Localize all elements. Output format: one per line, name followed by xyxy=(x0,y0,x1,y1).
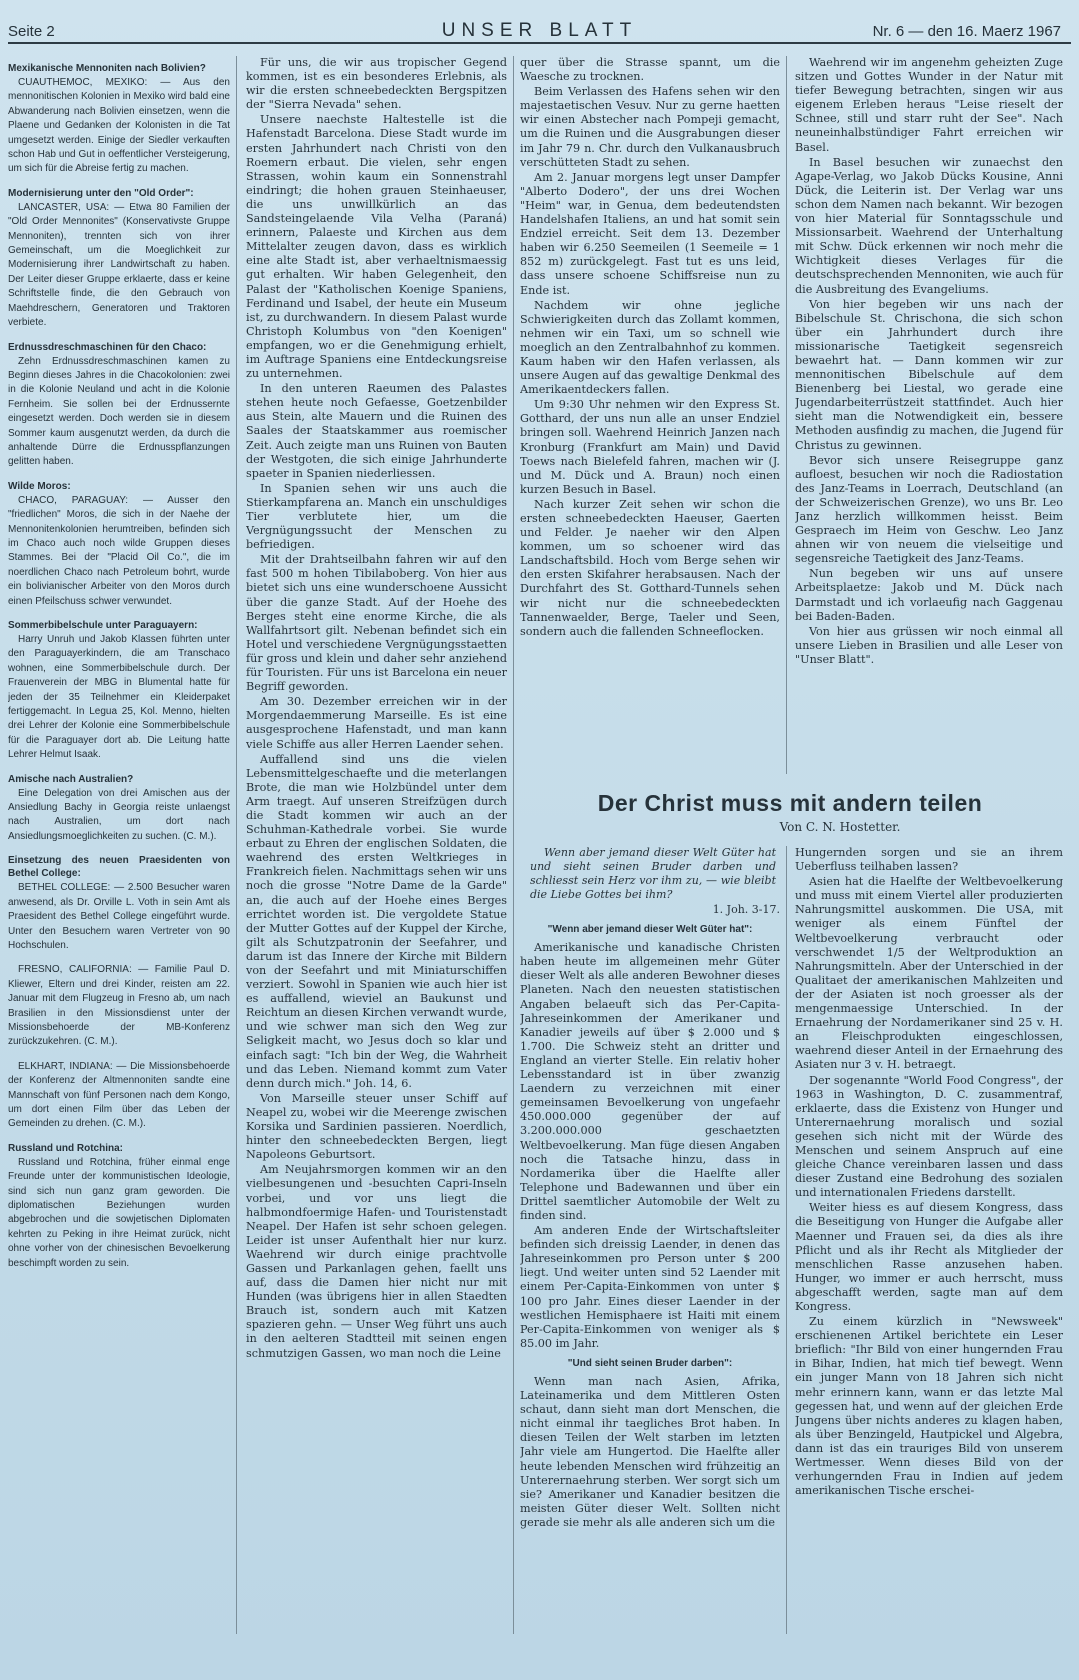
paragraph: Weiter hiess es auf diesem Kongress, dass die Beseitigung von Hunger die Aufgabe aller Maenner und Frauen sei, da dies als ihre Pflicht und als ihr Recht als Mitglieder der menschlichen Rasse anzusehen haben. Hunger, wo immer er auch herrscht, muss abgeschafft werden, sagte man auf dem Kongress. xyxy=(795,1201,1063,1313)
news-text: LANCASTER, USA: — Etwa 80 Familien der "Old Order Mennonites" (Konservativste Gruppe Mennoniten), trennten sich von ihrer Gemeinschaft, um die Moeglichkeit zur Modernisierung ihrer Landwirtschaft zu haben. Der Leiter dieser Gruppe erklaerte, dass er keine Schriftstelle finde, die den Gebrauch von Maehdreschern, Generatoren und Traktoren verbiete. xyxy=(8,201,230,329)
paragraph: Um 9:30 Uhr nehmen wir den Express St. Gotthard, der uns nun alle an unser Endziel bringen soll. Waehrend Heinrich Janzen nach Kronburg (Frankfurt am Main) und David Toews nach Bielefeld fahren, machen wir (J. und M. Dück und A. Braun) noch einen kurzen Besuch in Basel. xyxy=(520,398,780,496)
paragraph: Beim Verlassen des Hafens sehen wir den majestaetischen Vesuv. Nur zu gerne haetten wir einen Abstecher nach Pompeji gemacht, um die Ruinen und die Ausgrabungen dieser im Jahr 79 n. Chr. durch den Vulkanausbruch verschütteten Stadt zu sehen. xyxy=(520,85,780,169)
news-item xyxy=(8,480,230,609)
news-text: FRESNO, CALIFORNIA: — Familie Paul D. Kliewer, Eltern und drei Kinder, reisten am 22. Januar mit dem Flugzeug in Fresno ab, um nach Brasilien in den Missionsdienst unter der Missionsbehoerde der MB-Konferenz zurückzukehren. (C. M.). xyxy=(8,964,230,1048)
news-text: Russland und Rotchina, früher einmal enge Freunde unter der kommunistischen Ideologie, sind sich nun ganz gram geworden. Die diplomatischen Beziehungen wurden abgebrochen und die sowjetischen Diplomaten kehrten zu Peking in ihre Heimat zurück, nicht ohne vorher von der chinesischen Bevoelkerung beschimpft worden zu sein. xyxy=(8,1156,230,1269)
article-subheading: "Und sieht seinen Bruder darben": xyxy=(567,1357,733,1369)
news-text: Eine Delegation von drei Amischen aus der Ansiedlung Bachy in Georgia reiste unlaengst nach Australien, um dort nach Ansiedlungsmoeglichkeiten zu suchen. (C. M.). xyxy=(8,787,230,842)
news-item xyxy=(8,854,230,953)
news-item xyxy=(8,341,230,470)
news-heading: Amische nach Australien? xyxy=(8,773,134,785)
news-heading: Mexikanische Mennoniten nach Bolivien? xyxy=(8,63,206,74)
news-item xyxy=(8,1142,230,1271)
paragraph: Der sogenannte "World Food Congress", der 1963 in Washington, D. C. zusammentraf, erklaerte, dass die Existenz von Hunger und Unterernaehrung moralisch und sozial gesehen sich nicht mit der Würde des Menschen und seinem Anspruch auf eine gleiche Chance vereinbaren lassen und dass dieser Zustand eine Bedrohung des sozialen und internationalen Friedens darstellt. xyxy=(795,1073,1063,1200)
page-number: Seite 2 xyxy=(8,23,55,40)
paragraph: Zu einem kürzlich in "Newsweek" erschienenen Artikel berichtete ein Leser brieflich: "Ihr Bild von einer hungernden Frau in Bihar, Indien, hat mich tief bewegt. Wenn ein junger Mann von 18 Jahren sich nicht mehr erinnern kann, wann er das letzte Mal gegessen hat, und wenn auf der gleichen Erde Jungens über nichts anderes zu klagen haben, als über Benzingeld, Hautpickel und Algebra, dann ist das ein trauriges Bild von unserem Wertmesser. Wenn dieses Bild von der verhungernden Frau in Indien auf jedem amerikanischen Tische erschei- xyxy=(795,1315,1063,1498)
news-item xyxy=(8,1060,230,1132)
article-title: Der Christ muss mit andern teilen xyxy=(597,790,983,816)
article-column xyxy=(520,846,787,1634)
news-text: Harry Unruh und Jakob Klassen führten unter den Paraguayerkindern, die am Transchaco wohnen, eine Sommerbibelschule durch. Der Frauenverein der MBG in Blumental hatte für jeden der 35 Teilnehmer ein Kleiderpaket fertiggemacht. In Legua 25, Kol. Menno, hielten drei Lehrer der Kolonie eine Sommerbibelschule für die Paraguayer dort ab. Die Leitung hatte Lehrer Helmut Isaak. xyxy=(8,634,230,761)
paragraph: Mit der Drahtseilbahn fahren wir auf den fast 500 m hohen Tibilaboberg. Von hier aus bietet sich uns eine wunderschoene Aussicht über die ganze Stadt. Auf der Hoehe des Berges steht eine enorme Kirche, die als Wallfahrtsort gilt. Nebenan befindet sich ein Hotel und verschiedene Vergnügungsstaetten für gross und klein und daher sehr anziehend für Touristen. Für uns ist Barcelona ein neuer Begriff geworden. xyxy=(246,553,507,694)
news-item xyxy=(8,62,230,177)
news-text: Zehn Erdnussdreschmaschinen kamen zu Beginn dieses Jahres in die Chacokolonien: zwei in die Kolonie Neuland und acht in die Kolonie Fernheim. Sie sollen bei der Erdnussernte eingesetzt werden. Doch werden sie in diesem Sommer kaum ausgenutzt werden, da durch die anhaltende Dürre die Erdnusspflanzungen gelitten haben. xyxy=(8,355,230,468)
paragraph: Nun begeben wir uns auf unsere Arbeitsplaetze: Jakob und M. Dück nach Darmstadt und ich vorlaeufig nach Gaggenau bei Baden-Baden. xyxy=(795,567,1063,623)
paragraph: Von hier aus grüssen wir noch einmal all unsere Lieben in Brasilien und alle Leser von "Unser Blatt". xyxy=(795,624,1063,666)
page-header xyxy=(8,8,1071,44)
news-text: CHACO, PARAGUAY: — Ausser den "friedlichen" Moros, die sich in der Naehe der Mennonitenkolonien herumtreiben, befinden sich im Chaco auch noch wilde Gruppen dieses Stammes. Bei der "Placid Oil Co.", die im noerdlichen Chaco nach Petroleum bohrt, wurde ein bolivianischer Arbeiter von den Moros durch einen Pfeilschuss schwer verwundet. xyxy=(8,494,230,607)
news-heading: Modernisierung unter den "Old Order": xyxy=(8,187,194,199)
paragraph: Nachdem wir ohne jegliche Schwierigkeiten durch das Zollamt kommen, nehmen wir ein Taxi, um so schnell wie moeglich an den Zentralbahnhof zu kommen. Kaum haben wir den Hafen verlassen, als unsere Augen auf das gewaltige Denkmal des Amerikaentdeckers fallen. xyxy=(520,298,780,397)
article-column xyxy=(795,846,1063,1634)
paragraph: quer über die Strasse spannt, um die Waesche zu trocknen. xyxy=(520,56,780,84)
news-item xyxy=(8,619,230,763)
article-subheading: "Wenn aber jemand dieser Welt Güter hat": xyxy=(547,924,753,936)
paragraph: Von hier begeben wir uns nach der Bibelschule St. Chrischona, die sich schon über ein Jahrhundert durch ihre missionarische Taetigkeit segensreich bewaehrt hat. — Dann kommen wir zur mennonitischen Bibelschule auf dem Bienenberg bei Liestal, wo gerade eine Jugendarbeiterrüstzeit stattfindet. Auch hier sieht man die Notwendigkeit ein, bessere Methoden ausfindig zu machen, die Jugend für Christus zu gewinnen. xyxy=(795,297,1063,452)
news-text: BETHEL COLLEGE: — 2.500 Besucher waren anwesend, als Dr. Orville L. Voth in sein Amt als Praesident des Bethel College eingeführt wurde. Unter den Besuchern waren Vertreter von 90 Hochschulen. xyxy=(8,882,230,951)
paragraph: Unsere naechste Haltestelle ist die Hafenstadt Barcelona. Diese Stadt wurde im ersten Jahrhundert nach Christi von den Roemern erbaut. Die vielen, sehr engen Strassen, wohin kaum ein Sonnenstrahl eindringt; die hohen grauen Steinhaeuser, die uns unwillkürlich an das Sandsteingelaende Vila Velha (Paraná) erinnern, Palaeste und Kirchen aus dem Mittelalter zeugen davon, dass es wirklich eine alte Stadt ist, aber verhaeltnismaessig gut erhalten. Wir haben Gelegenheit, den Palast der "Katholischen Koenige Spaniens, Ferdinand und Isabel, der heute ein Museum ist, zu durchwandern. In diesem Palast wurde Christoph Kolumbus von "den Koenigen" empfangen, wo er die Genehmigung erhielt, im Auftrage Spaniens eine Entdeckungsreise zu unternehmen. xyxy=(246,113,507,381)
news-heading: Wilde Moros: xyxy=(8,480,71,492)
news-heading: Erdnussdreschmaschinen für den Chaco: xyxy=(8,341,207,353)
paragraph: Am anderen Ende der Wirtschaftsleiter befinden sich dreissig Laender, in denen das Jahreseinkommen pro Person unter $ 200 liegt. Und weiter unten sind 52 Laender mit einem Per-Capita-Einkommen von unter $ 100 pro Jahr. Eines dieser Laender in der westlichen Hemisphaere ist Haiti mit einem Per-Capita-Einkommen von weniger als $ 85.00 im Jahr. xyxy=(520,1224,780,1350)
paragraph: Amerikanische und kanadische Christen haben heute im allgemeinen mehr Güter dieser Welt als alle anderen Bewohner dieses Planeten. Nach den neuesten statistischen Angaben belaeuft sich das Per-Capita-Jahreseinkommen der Amerikaner und Kanadier jeweils auf über $ 2.000 und $ 1.700. Die Schweiz steht an dritter und England an vierter Stelle. Ein relativ hoher Lebensstandard ist in über zwanzig Laendern zu verzeichnen mit einer gemeinsamen Bevoelkerung von ungefaehr 450.000.000 gegenüber der auf 3.200.000.000 geschaetzten Weltbevoelkerung. Man füge diesen Angaben noch die Tatsache hinzu, dass in Nordamerika über die Haelfte aller Telephone und Badewannen und über ein Drittel saemtlicher Automobile der Welt zu finden sind. xyxy=(520,941,780,1222)
paragraph: Auffallend sind uns die vielen Lebensmittelgeschaefte und die meterlangen Brote, die man wie Holzbündel unter dem Arm traegt. Auf unseren Streifzügen durch die Stadt kommen wir auch an der Schuhman-Kathedrale vorbei. Sie wurde erbaut zu Ehren der englischen Soldaten, die waehrend des ersten Weltkrieges in Frankreich fielen. Nachmittags sehen wir uns noch die grosse "Notre Dame de la Garde" an, die auch auf der Hoehe eines Berges errichtet worden ist. Die vergoldete Statue der Mutter Gottes auf der Kuppel der Kirche, gilt als Schutzpatronin der Seefahrer, und darum ist das Innere der Kirche mit Bildern von der Seefahrt und mit Miniaturschiffen verziert. Sowohl in Spanien wie auch hier ist es auffallend, wieviel an Baukunst und Reichtum an diesen Kirchen verwandt wurde, und wie schwer man sich den Weg zur Seligkeit macht, wo Jesus doch so klar und einfach sagt: "Ich bin der Weg, die Wahrheit und das Leben. Niemand kommt zum Vater denn durch mich." Joh. 14, 6. xyxy=(246,752,507,1090)
travel-column xyxy=(520,56,787,774)
news-heading: Einsetzung des neuen Praesidenten von Bethel College: xyxy=(8,855,230,880)
paragraph: Von Marseille steuer unser Schiff auf Neapel zu, wobei wir die Meerenge zwischen Korsika und Sardinien passieren. Noerdlich, hinter den schneebedeckten Bergen, liegt Napoleons Geburtsort. xyxy=(246,1091,507,1162)
paragraph: Waehrend wir im angenehm geheizten Zuge sitzen und Gottes Wunder in der Natur mit tiefer Bewegung betrachten, singen wir aus eigenem Erleben heraus "Leise rieselt der Schnee, still und starr ruht der See". Nach neuneinhalbstündiger Fahrt erreichen wir Basel. xyxy=(795,56,1063,154)
paragraph: Asien hat die Haelfte der Weltbevoelkerung und muss mit einem Viertel aller produzierten Nahrungsmittel auskommen. Die USA, mit weniger als einem Fünftel der Weltbevoelkerung verbraucht oder verschwendet 1/5 der Weltproduktion an Nahrungsmitteln. Aber der Unterschied in der Qualitaet der amerikanischen Mahlzeiten und der der Asiaten ist noch groesser als der mengenmaessige Unterschied. In der Ernaehrung der Nordamerikaner sind 25 v. H. an Fleischprodukten eingeschlossen, waehrend dieser Anteil in der Ernaehrung des Asiaten nur 3 v. H. betraegt. xyxy=(795,875,1063,1072)
masthead-title: UNSER BLATT xyxy=(441,20,638,41)
news-text: ELKHART, INDIANA: — Die Missionsbehoerde der Konferenz der Altmennoniten sandte eine Mannschaft von fünf Personen nach dem Kongo, um dort einen Film über das Leben der Gemeinden zu drehen. (C. M.). xyxy=(8,1060,230,1130)
issue-date: Nr. 6 — den 16. Maerz 1967 xyxy=(872,23,1061,40)
news-heading: Sommerbibelschule unter Paraguayern: xyxy=(8,620,198,631)
paragraph: Nach kurzer Zeit sehen wir schon die ersten schneebedeckten Haeuser, Gaerten und Felder. Je naeher wir den Alpen kommen, um so schoener wird das Landschaftsbild. Hoch vom Berge sehen wir den ersten Skifahrer herabsausen. Nach der Durchfahrt des St. Gotthard-Tunnels sehen wir nicht nur die schneebedeckten Tannenwaelder, Berge, Taeler und Seen, sondern auch die fallenden Schneeflocken. xyxy=(520,497,780,638)
travel-column xyxy=(795,56,1063,774)
paragraph: Wenn man nach Asien, Afrika, Lateinamerika und dem Mittleren Osten schaut, dann sieht man dort Menschen, die nicht einmal ihr taegliches Brot haben. In diesen Teilen der Welt starben im letzten Jahr viele am Hungertod. Die Haelfte aller heute lebenden Menschen wird frühzeitig an Unterernaehrung sterben. Wer sorgt sich um sie? Amerikaner und Kanadier besitzen die meisten Güter dieser Welt. Sollten nicht gerade sie mehr als alle anderen sich um die xyxy=(520,1375,780,1529)
paragraph: Hungernden sorgen und sie an ihrem Ueberfluss teilhaben lassen? xyxy=(795,846,1063,874)
article-byline: Von C. N. Hostetter. xyxy=(779,820,901,834)
paragraph: In Spanien sehen wir uns auch die Stierkampfarena an. Manch ein unschuldiges Tier verblutete hier, um die Vergnügungssucht der Menschen zu befriedigen. xyxy=(246,481,507,552)
news-item xyxy=(8,963,230,1049)
news-text: CUAUTHEMOC, MEXIKO: — Aus den mennonitischen Kolonien in Mexiko wird bald eine Abwanderung nach Bolivien einsetzen, wenn die Plaene und Gedanken der Kolonisten in die Tat umgesetzt werden. Einige der Siedler verkauften schon Hab und Gut in oeffentlicher Versteigerung, um sich für die Abreise fertig zu machen. xyxy=(8,77,230,175)
bible-quote: Wenn aber jemand dieser Welt Güter hat und sieht seinen Bruder darben und schliesst sein Herz vor ihm zu, — wie bleibt die Liebe Gottes bei ihm? xyxy=(530,846,776,901)
paragraph: In Basel besuchen wir zunaechst den Agape-Verlag, wo Jakob Dücks Kousine, Anni Dück, die Leiterin ist. Der Verlag war uns schon dem Namen nach bekannt. Wir bezogen von hier Material für Sonntagsschule und Missionsarbeit. Waehrend der Unterhaltung mit Schw. Dück erkennen wir noch mehr die Wichtigkeit dieses Verlages für die deutschsprechenden Mennoniten, wie auch für die Ausbreitung des Evangeliums. xyxy=(795,155,1063,296)
news-item xyxy=(8,187,230,331)
news-column xyxy=(8,56,237,1634)
paragraph: In den unteren Raeumen des Palastes stehen heute noch Gefaesse, Goetzenbilder aus Stein, alte Mauern und die Ruinen des Saales der Staatskammer aus roemischer Zeit. Auch zeigte man uns Ruinen von Bauten der Westgoten, die sich einige Jahrhunderte spaeter in Spanien niederliessen. xyxy=(246,382,507,480)
news-item xyxy=(8,773,230,845)
news-heading: Russland und Rotchina: xyxy=(8,1142,123,1154)
paragraph: Für uns, die wir aus tropischer Gegend kommen, ist es ein besonderes Erlebnis, als wir die ersten schneebedeckten Bergspitzen der "Sierra Nevada" sehen. xyxy=(246,56,507,112)
bible-reference: 1. Joh. 3-17. xyxy=(712,903,780,916)
travel-column xyxy=(246,56,514,1634)
paragraph: Am 2. Januar morgens legt unser Dampfer "Alberto Dodero", der uns drei Wochen "Heim" war, in Genua, dem bedeutendsten Handelshafen Italiens, an und hat somit sein Endziel erreicht. Seit dem 13. Dezember haben wir 6.250 Seemeilen (1 Seemeile = 1 852 m) zurückgelegt. Fast tut es uns leid, dass unsere schoene Schiffsreise nun zu Ende ist. xyxy=(520,170,780,297)
paragraph: Bevor sich unsere Reisegruppe ganz aufloest, besuchen wir noch die Radiostation des Janz-Teams in Loerrach, Deutschland (an der Schweizerischen Grenze), wo uns Br. Leo Janz herzlich willkommen heisst. Beim Gespraech im Heim von Geschw. Leo Janz ahnen wir von neuem die vielseitige und segensreiche Taetigkeit des Janz-Teams. xyxy=(795,453,1063,566)
paragraph: Am 30. Dezember erreichen wir in der Morgendaemmerung Marseille. Es ist eine ausgesprochene Hafenstadt, und man kann viele Schiffe aus aller Herren Laender sehen. xyxy=(246,695,507,751)
paragraph: Am Neujahrsmorgen kommen wir an den vielbesungenen und -besuchten Capri-Inseln vorbei, und vor uns liegt die halbmondfoermige Hafen- und Touristenstadt Neapel. Der Hafen ist sehr schoen gelegen. Leider ist unser Aufenthalt hier nur kurz. Waehrend wir durch einige prachtvolle Gassen und Parkanlagen gehen, faellt uns auf, dass die Damen hier nicht nur mit Hunden (was übrigens hier in allen Staedten Brauch ist, sondern auch mit Katzen spazieren gehn. — Unser Weg führt uns auch in den aelteren Stadtteil mit seinen engen schmutzigen Gassen, wo man noch die Leine xyxy=(246,1163,507,1360)
